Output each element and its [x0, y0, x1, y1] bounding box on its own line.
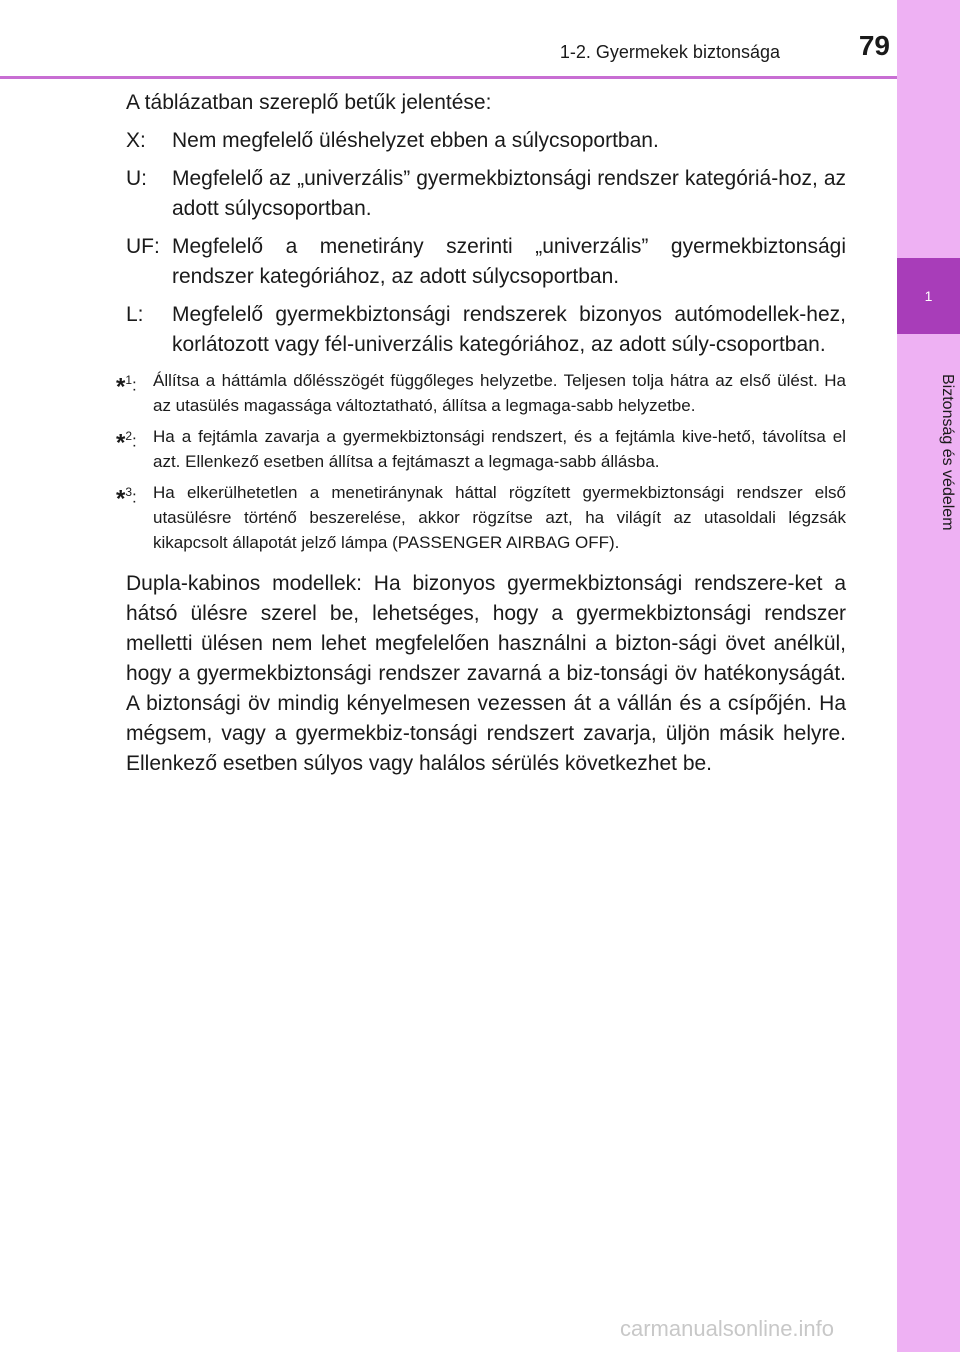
legend-key: U: [126, 167, 147, 190]
footnote [116, 480, 846, 555]
legend-text: Nem megfelelő üléshelyzet ebben a súlycsoportban. [172, 129, 659, 152]
watermark: carmanualsonline.info [620, 1316, 835, 1341]
legend-key: L: [126, 303, 144, 326]
legend-key: X: [126, 129, 146, 152]
legend-item [126, 126, 846, 156]
legend-item [126, 164, 846, 224]
footnote-star: * [116, 373, 126, 401]
legend-item [126, 300, 846, 360]
legend-text: Megfelelő gyermekbiztonsági rendszerek bizonyos autómodellek-hez, korlátozott vagy fél-univerzális kategóriához, az adott súly-csoportban. [172, 303, 846, 356]
footnote-star: * [116, 485, 126, 513]
chapter-label: Biztonság és védelem [939, 374, 956, 531]
footnote-marker [116, 480, 153, 555]
footnote-separator: : [132, 431, 137, 451]
legend-text: Megfelelő az „univerzális” gyermekbiztonsági rendszer kategóriá-hoz, az adott súlycsoportban. [172, 167, 846, 220]
chapter-number-box [897, 258, 960, 334]
footnote-marker [116, 424, 153, 474]
legend-key: UF: [126, 235, 160, 258]
page-content [116, 88, 846, 800]
footnote-marker [116, 368, 153, 418]
body-paragraph: Dupla-kabinos modellek: Ha bizonyos gyermekbiztonsági rendszere-ket a hátsó ülésre szerel be, lehetséges, hogy a gyermekbiztonsági rendszer melletti ülésen nem lehet megfelelően használni a bizton-sági övet anélkül, hogy a gyermekbiztonsági rendszer zavarná a biz-tonsági öv hatékonyságát. A biztonsági öv mindig kényelmesen vezessen át a vállán és a csípőjén. Ha mégsem, vagy a gyermekbiz-tonsági rendszert zavarja, üljön másik helyre. Ellenkező esetben súlyos vagy halálos sérülés következhet be. [126, 572, 846, 775]
footnote-number: 3 [125, 485, 133, 499]
footnote [116, 368, 846, 418]
footnote-star: * [116, 429, 126, 457]
legend-item [126, 232, 846, 292]
section-title: 1-2. Gyermekek biztonsága [559, 42, 780, 62]
footnote-number: 2 [125, 429, 133, 443]
footnote-text: Állítsa a háttámla dőlésszögét függőleges helyzetbe. Teljesen tolja hátra az első ülést. Ha az utasülés magassága változtatható, állítsa a legmaga-sabb helyzetbe. [153, 371, 846, 415]
header-divider [0, 76, 897, 79]
page-number: 79 [858, 30, 890, 61]
footnote-number: 1 [125, 373, 133, 387]
chapter-side-tab [897, 0, 960, 1352]
footnote-separator: : [132, 375, 137, 395]
footnote-text: Ha elkerülhetetlen a menetiránynak háttal rögzített gyermekbiztonsági rendszer első utasülésre történő beszerelése, akkor rögzítse azt, ha világít az utasoldali légzsák kikapcsolt állapotát jelző lámpa (PASSENGER AIRBAG OFF). [153, 483, 846, 552]
legend-intro: A táblázatban szereplő betűk jelentése: [126, 91, 492, 114]
footnote [116, 424, 846, 474]
footnote-separator: : [132, 487, 137, 507]
footnote-text: Ha a fejtámla zavarja a gyermekbiztonsági rendszert, és a fejtámla kive-hető, távolítsa el azt. Ellenkező esetben állítsa a fejtámaszt a legmaga-sabb állásba. [153, 427, 846, 471]
chapter-number: 1 [924, 288, 933, 304]
legend-text: Megfelelő a menetirány szerinti „univerzális” gyermekbiztonsági rendszer kategóriához, az adott súlycsoportban. [172, 235, 846, 288]
